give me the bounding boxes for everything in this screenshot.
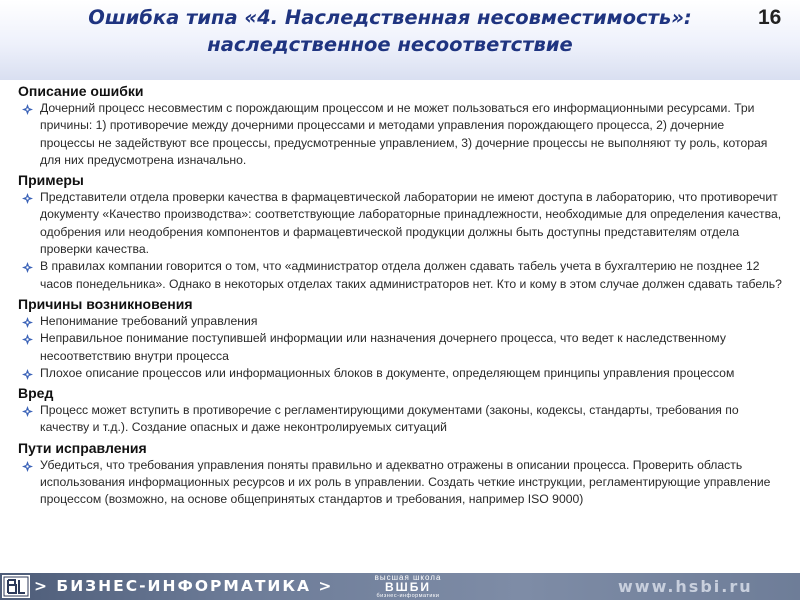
section-heading: Пути исправления bbox=[18, 439, 147, 456]
bullet-item bbox=[22, 100, 782, 169]
bullet-text: Процесс может вступить в противоречие с регламентирующими документами (законы, кодексы, стандарты, требования по качеству и т.д.). Создание опасных и даже неконтролируемых ситуаций bbox=[40, 403, 739, 435]
section-heading: Примеры bbox=[18, 172, 84, 189]
diamond-bullet-icon bbox=[22, 368, 33, 379]
bullet-item bbox=[22, 457, 782, 509]
bullet-text: Неправильное понимание поступившей информации или назначения дочернего процесса, что ведет к наследственному несоответствию внутри процесса bbox=[40, 331, 726, 363]
diamond-bullet-icon bbox=[22, 192, 33, 203]
slide-header bbox=[0, 0, 800, 80]
bullet-item bbox=[22, 330, 782, 365]
school-bottom-text: бизнес-информатики bbox=[376, 593, 440, 599]
section-heading: Вред bbox=[18, 385, 54, 402]
diamond-bullet-icon bbox=[22, 316, 33, 327]
diamond-bullet-icon bbox=[22, 405, 33, 416]
bullet-item bbox=[22, 189, 782, 258]
school-top-text: высшая школа bbox=[374, 573, 442, 582]
slide-content bbox=[18, 80, 782, 509]
bullet-text: В правилах компании говорится о том, что «администратор отдела должен сдавать табель учета в бухгалтерию не позднее 12 часов понедельника». Однако в некоторых отделах таких администраторов нет. Кто и кому в этом случае должен сдавать табель? bbox=[40, 259, 782, 291]
section-heading: Описание ошибки bbox=[18, 83, 144, 99]
bullet-text: Дочерний процесс несовместим с порождающим процессом и не может пользоваться его информационными ресурсами. Три причины: 1) противоречие между дочерними процессами и методами управления порождающего процесса, 2) дочерние процессы не задействуют все процессы, предусмотренные управлением, 3) дочерние процессы не выполняют ту роль, которая для них предусмотрена изначально. bbox=[40, 101, 768, 167]
school-logo bbox=[348, 574, 468, 599]
hsbi-logo-icon bbox=[2, 575, 30, 598]
footer-url[interactable]: www.hsbi.ru bbox=[618, 577, 753, 596]
section-heading: Причины возникновения bbox=[18, 295, 193, 312]
diamond-bullet-icon bbox=[22, 103, 33, 114]
bullet-item bbox=[22, 313, 782, 330]
bullet-text: Плохое описание процессов или информационных блоков в документе, определяющем принципы управления процессом bbox=[40, 365, 735, 380]
footer-brand: > БИЗНЕС-ИНФОРМАТИКА > bbox=[34, 577, 334, 595]
bullet-item bbox=[22, 258, 782, 293]
bullet-item bbox=[22, 365, 782, 382]
slide-title: Ошибка типа «4. Наследственная несовместимость»: наследственное несоответствие bbox=[88, 6, 692, 56]
diamond-bullet-icon bbox=[22, 460, 33, 471]
diamond-bullet-icon bbox=[22, 333, 33, 344]
footer-bar bbox=[0, 573, 800, 600]
bullet-text: Убедиться, что требования управления поняты правильно и адекватно отражены в описании процесса. Проверить область использования информационных ресурсов и их роль в управлении. Создать четкие инструкции, регламентирующие управление процессом (возможно, на основе общепринятых стандартов и требования, например ISO 9000) bbox=[40, 457, 771, 507]
bullet-text: Непонимание требований управления bbox=[40, 313, 258, 328]
bullet-text: Представители отдела проверки качества в фармацевтической лаборатории не имеют доступа в лабораторию, что противоречит документу «Качество производства»: соответствующие лабораторные принадлежности, необходимые для определения качества, одобрения или неодобрения компонентов и фармацевтической продукции должны быть доступны представителям отдела проверки качества. bbox=[40, 190, 782, 257]
bullet-item bbox=[22, 402, 782, 437]
slide-number: 16 bbox=[758, 6, 782, 29]
school-name: ВШБИ bbox=[385, 580, 431, 594]
diamond-bullet-icon bbox=[22, 261, 33, 272]
